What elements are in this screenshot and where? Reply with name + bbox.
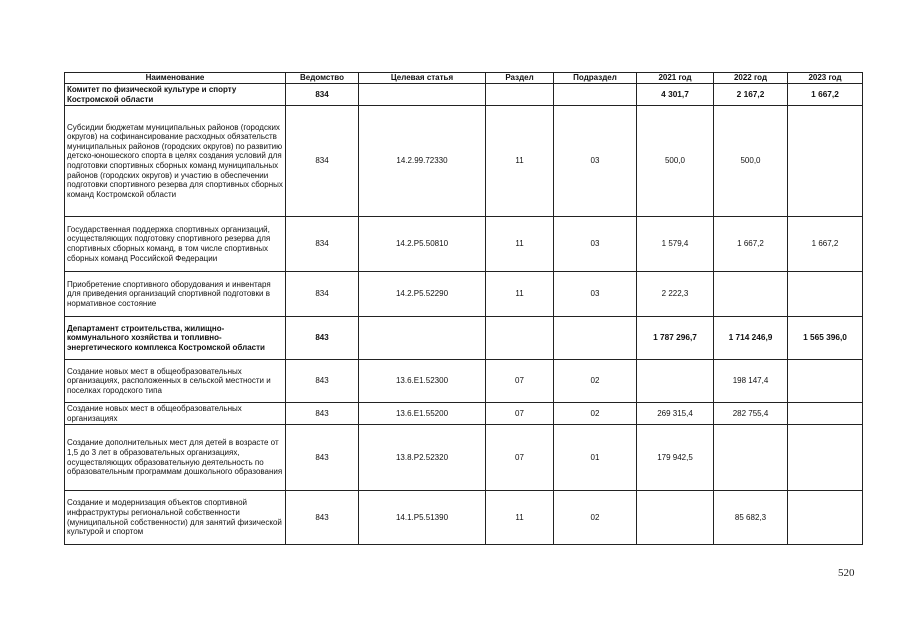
cell-2022: 500,0 [714, 106, 788, 217]
cell-2021: 2 222,3 [637, 272, 714, 317]
cell-section: 07 [486, 403, 554, 425]
cell-name: Приобретение спортивного оборудования и инвентаря для приведения организаций спортивной подготовки в нормативное состояние [65, 272, 286, 317]
cell-subsection: 01 [554, 425, 637, 491]
cell-2022: 1 667,2 [714, 217, 788, 272]
cell-2022: 282 755,4 [714, 403, 788, 425]
cell-name: Департамент строительства, жилищно-коммунального хозяйства и топливно-энергетического комплекса Костромской области [65, 317, 286, 360]
cell-target-article: 13.6.E1.52300 [359, 360, 486, 403]
cell-subsection: 03 [554, 272, 637, 317]
header-2022: 2022 год [714, 73, 788, 84]
cell-2021: 4 301,7 [637, 84, 714, 106]
page-number: 520 [838, 567, 855, 579]
header-vedomstvo: Ведомство [286, 73, 359, 84]
cell-section [486, 317, 554, 360]
cell-target-article [359, 84, 486, 106]
cell-name: Государственная поддержка спортивных организаций, осуществляющих подготовку спортивного резерва для спортивных сборных команд, в том числе спортивных сборных команд Российской Федерации [65, 217, 286, 272]
cell-name: Создание новых мест в общеобразовательных организациях [65, 403, 286, 425]
table-row [65, 317, 863, 360]
cell-2022: 198 147,4 [714, 360, 788, 403]
cell-section: 11 [486, 491, 554, 545]
cell-2021 [637, 491, 714, 545]
cell-vedomstvo: 834 [286, 106, 359, 217]
cell-section [486, 84, 554, 106]
cell-section: 11 [486, 217, 554, 272]
table-row [65, 84, 863, 106]
cell-target-article: 14.2.99.72330 [359, 106, 486, 217]
cell-2021: 1 787 296,7 [637, 317, 714, 360]
cell-2023 [788, 272, 863, 317]
table-row [65, 360, 863, 403]
cell-2023 [788, 425, 863, 491]
header-2023: 2023 год [788, 73, 863, 84]
table-row [65, 217, 863, 272]
cell-vedomstvo: 843 [286, 360, 359, 403]
cell-2023: 1 667,2 [788, 84, 863, 106]
header-subsection: Подраздел [554, 73, 637, 84]
cell-section: 11 [486, 106, 554, 217]
cell-name: Создание новых мест в общеобразовательных организациях, расположенных в сельской местности и поселках городского типа [65, 360, 286, 403]
header-name: Наименование [65, 73, 286, 84]
cell-section: 11 [486, 272, 554, 317]
budget-table [64, 72, 863, 545]
cell-vedomstvo: 843 [286, 491, 359, 545]
cell-2021: 500,0 [637, 106, 714, 217]
cell-2021: 269 315,4 [637, 403, 714, 425]
table-row [65, 491, 863, 545]
cell-vedomstvo: 843 [286, 403, 359, 425]
cell-target-article: 13.8.P2.52320 [359, 425, 486, 491]
cell-vedomstvo: 843 [286, 317, 359, 360]
header-section: Раздел [486, 73, 554, 84]
cell-2022: 85 682,3 [714, 491, 788, 545]
header-2021: 2021 год [637, 73, 714, 84]
cell-subsection: 02 [554, 491, 637, 545]
cell-name: Комитет по физической культуре и спорту Костромской области [65, 84, 286, 106]
cell-subsection: 03 [554, 217, 637, 272]
cell-vedomstvo: 834 [286, 272, 359, 317]
cell-2022 [714, 425, 788, 491]
cell-vedomstvo: 834 [286, 217, 359, 272]
cell-name: Субсидии бюджетам муниципальных районов (городских округов) на софинансирование расходных обязательств муниципальных районов (городских округов) по развитию детско-юношеского спорта в целях создания условий для подготовки спортивных сборных команд муниципальных районов (городских округов) и участию в обеспечении подготовки спортивного резерва для спортивных сборных команд Костромской области [65, 106, 286, 217]
cell-vedomstvo: 834 [286, 84, 359, 106]
cell-2023 [788, 106, 863, 217]
header-target-article: Целевая статья [359, 73, 486, 84]
table-row [65, 106, 863, 217]
cell-subsection: 02 [554, 403, 637, 425]
cell-2022: 2 167,2 [714, 84, 788, 106]
cell-subsection: 02 [554, 360, 637, 403]
cell-name: Создание дополнительных мест для детей в возрасте от 1,5 до 3 лет в образовательных организациях, осуществляющих образовательную деятельность по образовательным программам дошкольного образования [65, 425, 286, 491]
cell-target-article: 14.1.P5.51390 [359, 491, 486, 545]
cell-2023 [788, 360, 863, 403]
cell-2023 [788, 403, 863, 425]
cell-subsection: 03 [554, 106, 637, 217]
cell-section: 07 [486, 360, 554, 403]
cell-2023 [788, 491, 863, 545]
table-row [65, 425, 863, 491]
cell-2022 [714, 272, 788, 317]
cell-subsection [554, 317, 637, 360]
cell-section: 07 [486, 425, 554, 491]
cell-2021: 1 579,4 [637, 217, 714, 272]
cell-target-article [359, 317, 486, 360]
cell-target-article: 14.2.P5.50810 [359, 217, 486, 272]
cell-2021 [637, 360, 714, 403]
cell-2022: 1 714 246,9 [714, 317, 788, 360]
cell-subsection [554, 84, 637, 106]
cell-target-article: 13.6.E1.55200 [359, 403, 486, 425]
table-row [65, 272, 863, 317]
cell-target-article: 14.2.P5.52290 [359, 272, 486, 317]
cell-2023: 1 565 396,0 [788, 317, 863, 360]
cell-vedomstvo: 843 [286, 425, 359, 491]
cell-2021: 179 942,5 [637, 425, 714, 491]
table-row [65, 403, 863, 425]
cell-2023: 1 667,2 [788, 217, 863, 272]
table-header-row [65, 73, 863, 84]
cell-name: Создание и модернизация объектов спортивной инфраструктуры региональной собственности (муниципальной собственности) для занятий физической культурой и спортом [65, 491, 286, 545]
